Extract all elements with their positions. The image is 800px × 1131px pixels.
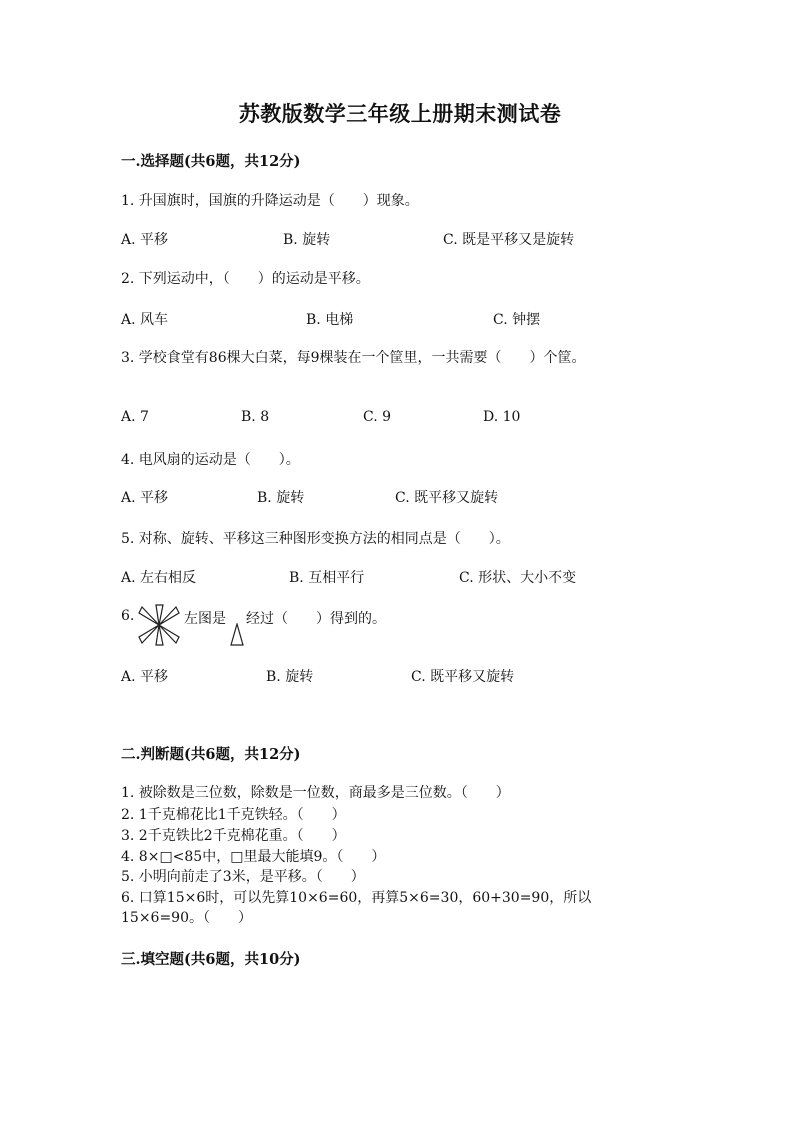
- option-1-6-c: C. 既平移又旋转: [411, 669, 515, 685]
- option-1-6-b: B. 旋转: [266, 669, 314, 685]
- pinwheel-figure: [136, 603, 182, 647]
- option-1-3-a: A. 7: [121, 409, 149, 425]
- question-1-4: 4. 电风扇的运动是（ ）。: [121, 452, 300, 468]
- judge-line-6-cont: 15×6=90。（ ）: [121, 910, 252, 926]
- judge-line-6: 6. 口算15×6时，可以先算10×6=60，再算5×6=30，60+30=90，所以: [121, 890, 592, 906]
- option-1-1-b: B. 旋转: [283, 232, 331, 248]
- option-1-6-a: A. 平移: [121, 669, 169, 685]
- option-1-4-b: B. 旋转: [257, 490, 305, 506]
- option-1-1-a: A. 平移: [121, 232, 169, 248]
- question-1-3: 3. 学校食堂有86棵大白菜，每9棵装在一个筐里，一共需要（ ）个筐。: [121, 350, 586, 366]
- section-2-heading: 二.判断题(共6题，共12分): [121, 746, 301, 763]
- judge-line-4: 4. 8×□<85中，□里最大能填9。（ ）: [121, 849, 386, 865]
- section-1-heading: 一.选择题(共6题，共12分): [121, 153, 301, 170]
- judge-line-1: 1. 被除数是三位数，除数是一位数，商最多是三位数。（ ）: [121, 785, 510, 801]
- option-1-5-c: C. 形状、大小不变: [459, 570, 577, 586]
- option-1-2-a: A. 风车: [121, 312, 169, 328]
- option-1-1-c: C. 既是平移又是旋转: [443, 232, 575, 248]
- question-1-5: 5. 对称、旋转、平移这三种图形变换方法的相同点是（ ）。: [121, 531, 510, 547]
- option-1-5-b: B. 互相平行: [289, 570, 365, 586]
- option-1-2-b: B. 电梯: [306, 312, 354, 328]
- option-1-3-b: B. 8: [241, 409, 270, 425]
- triangle-blade-figure: [229, 623, 245, 646]
- page-title: 苏教版数学三年级上册期末测试卷: [238, 101, 562, 126]
- judge-line-2: 2. 1千克棉花比1千克铁轻。（ ）: [121, 807, 346, 823]
- judge-line-5: 5. 小明向前走了3米，是平移。（ ）: [121, 869, 365, 885]
- option-1-3-c: C. 9: [363, 409, 392, 425]
- question-1-6-number: 6.: [121, 608, 135, 624]
- option-1-4-a: A. 平移: [121, 490, 169, 506]
- option-1-4-c: C. 既平移又旋转: [395, 490, 499, 506]
- question-1-2: 2. 下列运动中，（ ）的运动是平移。: [121, 271, 370, 287]
- option-1-5-a: A. 左右相反: [121, 570, 197, 586]
- option-1-2-c: C. 钟摆: [493, 312, 541, 328]
- question-1-1: 1. 升国旗时，国旗的升降运动是（ ）现象。: [121, 193, 419, 209]
- option-1-3-d: D. 10: [483, 409, 521, 425]
- question-1-6-text-b: 经过（ ）得到的。: [246, 611, 386, 627]
- question-1-6-text-a: 左图是: [184, 611, 226, 627]
- judge-line-3: 3. 2千克铁比2千克棉花重。（ ）: [121, 828, 346, 844]
- section-3-heading: 三.填空题(共6题，共10分): [121, 951, 301, 968]
